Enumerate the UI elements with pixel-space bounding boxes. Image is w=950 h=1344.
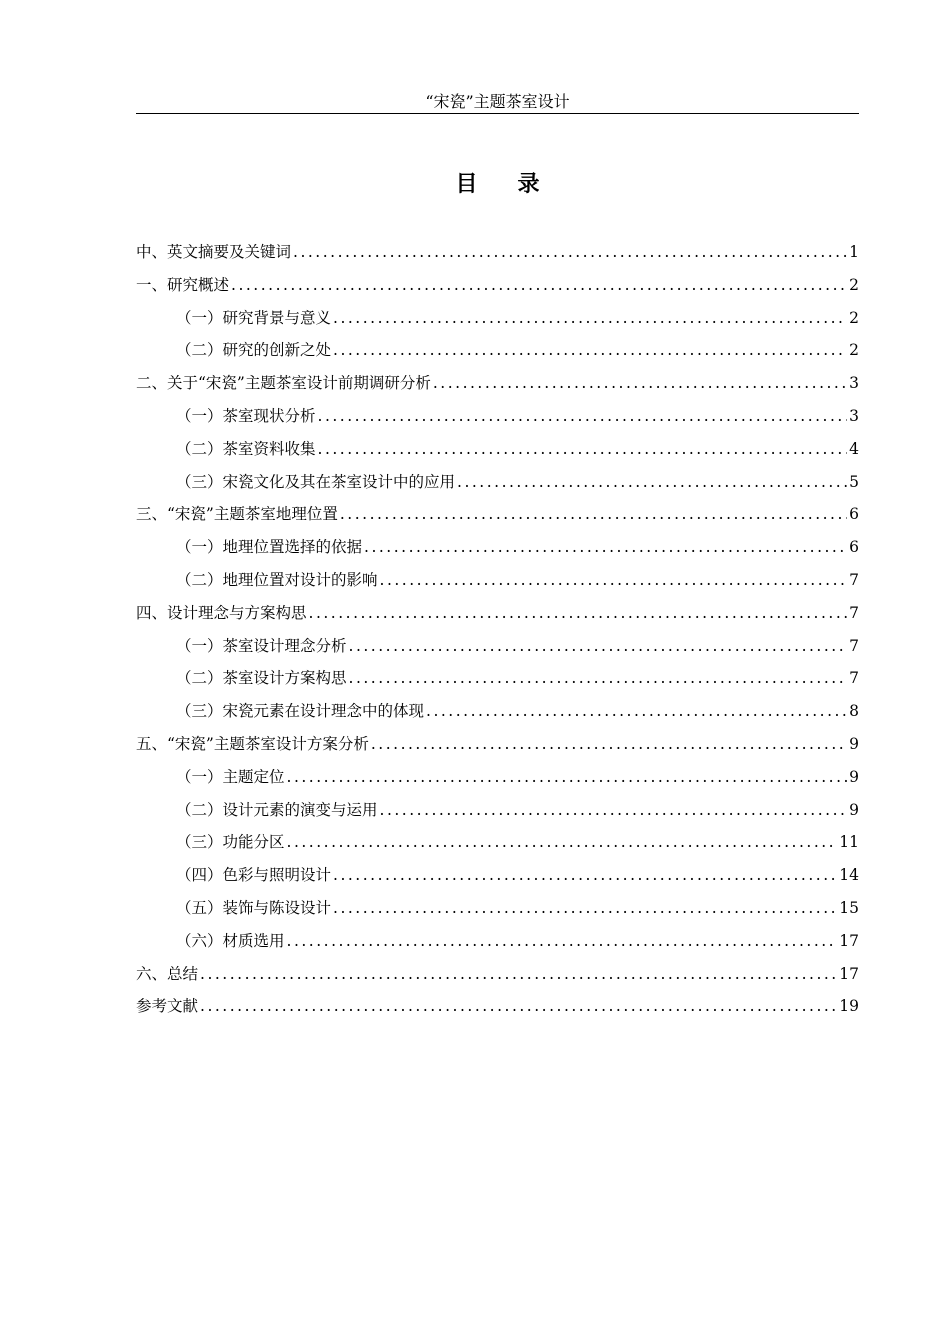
toc-entry[interactable] [136,535,859,568]
toc-entry-label: （三）功能分区 [176,833,285,852]
toc-dot-leader [340,505,847,523]
toc-entry-label: （六）材质选用 [176,931,285,950]
toc-entry-label: （一）茶室现状分析 [176,406,316,425]
toc-entry-label: （二）研究的创新之处 [176,341,332,360]
toc-entry[interactable] [136,240,859,273]
toc-entry[interactable] [136,896,859,929]
toc-entry-label: 四、设计理念与方案构思 [136,603,307,622]
toc-entry-label: 参考文献 [136,997,199,1016]
toc-dot-leader [333,341,847,359]
toc-entry-page-number: 11 [839,833,859,852]
toc-entry[interactable] [136,699,859,732]
toc-dot-leader [349,637,847,655]
toc-dot-leader [333,899,837,917]
toc-entry[interactable] [136,306,859,339]
toc-entry-label: （一）茶室设计理念分析 [176,636,347,655]
toc-entry-page-number: 1 [849,243,859,261]
toc-dot-leader [364,538,847,556]
toc-dot-leader [318,440,847,458]
toc-entry-page-number: 14 [839,866,859,885]
toc-entry-page-number: 2 [849,275,859,294]
toc-entry-page-number: 3 [849,374,859,393]
toc-entry-label: （一）研究背景与意义 [176,308,332,327]
toc-entry[interactable] [136,765,859,798]
toc-entry-label: （二）茶室资料收集 [176,439,316,458]
toc-dot-leader [231,276,847,294]
toc-dot-leader [287,932,838,950]
toc-entry[interactable] [136,338,859,371]
toc-entry-page-number: 17 [839,964,859,983]
toc-entry[interactable] [136,666,859,699]
toc-entry[interactable] [136,404,859,437]
toc-dot-leader [380,571,847,589]
toc-entry-label: 五、“宋瓷”主题茶室设计方案分析 [136,734,369,753]
toc-entry-page-number: 5 [849,472,859,491]
toc-entry[interactable] [136,470,859,503]
toc-entry-label: （二）设计元素的演变与运用 [176,800,378,819]
toc-dot-leader [371,735,847,753]
toc-entry-page-number: 15 [839,898,859,917]
toc-entry[interactable] [136,830,859,863]
toc-entry-label: （三）宋瓷元素在设计理念中的体现 [176,702,425,721]
toc-dot-leader [433,374,847,392]
toc-entry[interactable] [136,502,859,535]
toc-entry-label: 中、英文摘要及关键词 [136,243,292,261]
toc-entry-label: （二）茶室设计方案构思 [176,669,347,688]
toc-entry[interactable] [136,371,859,404]
toc-entry[interactable] [136,437,859,470]
toc-entry-page-number: 2 [849,341,859,360]
toc-entry[interactable] [136,634,859,667]
toc-entry-page-number: 2 [849,308,859,327]
toc-entry-label: （三）宋瓷文化及其在茶室设计中的应用 [176,472,456,491]
toc-dot-leader [349,669,847,687]
toc-entry[interactable] [136,994,859,1027]
toc-entry-label: （四）色彩与照明设计 [176,866,332,885]
toc-entry[interactable] [136,863,859,896]
toc-dot-leader [318,407,847,425]
header-divider [136,113,859,114]
toc-entry-page-number: 8 [849,702,859,721]
toc-entry[interactable] [136,962,859,995]
toc-entry-page-number: 9 [849,734,859,753]
toc-entry-page-number: 19 [839,997,859,1016]
toc-dot-leader [293,243,847,261]
toc-entry[interactable] [136,732,859,765]
toc-entry[interactable] [136,568,859,601]
toc-dot-leader [457,473,847,491]
toc-entry[interactable] [136,929,859,962]
toc-entry-page-number: 17 [839,931,859,950]
toc-entry-label: （五）装饰与陈设设计 [176,898,332,917]
toc-dot-leader [380,801,847,819]
toc-entry-page-number: 7 [849,603,859,622]
toc-entry-page-number: 6 [849,505,859,524]
toc-dot-leader [309,604,847,622]
toc-entry-label: 六、总结 [136,964,199,983]
toc-entry-page-number: 7 [849,669,859,688]
toc-entry-page-number: 4 [849,439,859,458]
toc-entry-page-number: 6 [849,538,859,557]
toc-entry-label: （一）地理位置选择的依据 [176,538,363,557]
table-of-contents [136,240,859,1027]
toc-dot-leader [426,702,847,720]
toc-entry-page-number: 7 [849,570,859,589]
toc-entry[interactable] [136,601,859,634]
toc-dot-leader [333,866,837,884]
toc-dot-leader [200,997,837,1015]
toc-entry-label: （一）主题定位 [176,767,285,786]
toc-entry-label: 二、关于“宋瓷”主题茶室设计前期调研分析 [136,374,431,393]
toc-title: 目录 [455,171,580,197]
toc-entry-page-number: 7 [849,636,859,655]
toc-entry-label: （二）地理位置对设计的影响 [176,570,378,589]
toc-entry[interactable] [136,273,859,306]
toc-entry-page-number: 9 [849,800,859,819]
toc-dot-leader [333,309,847,327]
toc-entry[interactable] [136,798,859,831]
toc-dot-leader [287,833,838,851]
toc-dot-leader [200,965,837,983]
toc-entry-page-number: 9 [849,767,859,786]
toc-entry-label: 一、研究概述 [136,275,230,294]
toc-entry-label: 三、“宋瓷”主题茶室地理位置 [136,505,338,524]
toc-dot-leader [287,768,847,786]
toc-entry-page-number: 3 [849,406,859,425]
running-header: “宋瓷”主题茶室设计 [425,92,570,111]
